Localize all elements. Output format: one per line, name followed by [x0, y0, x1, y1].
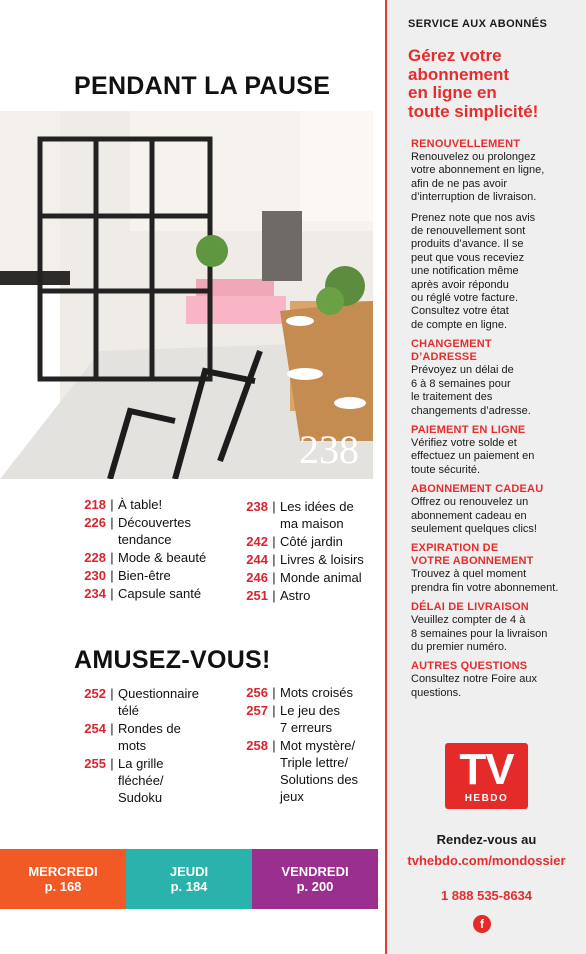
- section-text: Prévoyez un délai de 6 à 8 semaines pour le traitement des changements d’adresse.: [411, 364, 531, 417]
- day-name: MERCREDI: [28, 864, 98, 879]
- toc-row[interactable]: [74, 567, 234, 584]
- separator: |: [272, 570, 276, 585]
- separator: |: [110, 756, 114, 771]
- toc-page-number: 244: [246, 552, 268, 567]
- section-title: EXPIRATION DE VOTRE ABONNEMENT: [411, 542, 534, 568]
- toc-page-number: 251: [246, 588, 268, 603]
- separator: |: [110, 686, 114, 701]
- toc-label: Mode & beauté: [118, 550, 207, 565]
- toc-pause-col1: [74, 496, 234, 603]
- day-vendredi[interactable]: [252, 849, 378, 909]
- service-header: SERVICE AUX ABONNÉS: [408, 18, 548, 30]
- separator: |: [272, 588, 276, 603]
- section-text: Veuillez compter de 4 à 8 semaines pour la livraison du premier numéro.: [411, 614, 548, 653]
- subscriber-service-panel: [385, 0, 586, 954]
- section-renouvellement: [411, 138, 583, 332]
- section-cadeau: [411, 483, 583, 536]
- toc-page-number: 228: [84, 550, 106, 565]
- toc-row[interactable]: [236, 498, 384, 532]
- toc-row[interactable]: [236, 737, 384, 805]
- separator: |: [110, 515, 114, 530]
- section-title: PAIEMENT EN LIGNE: [411, 423, 526, 436]
- section-text: Trouvez à quel moment prendra fin votre abonnement.: [411, 568, 559, 594]
- section-expiration: [411, 542, 583, 595]
- toc-row[interactable]: [74, 685, 234, 719]
- toc-label: Mots croisés: [280, 685, 353, 700]
- day-name: JEUDI: [169, 864, 209, 879]
- toc-label: La grille fléchée/ Sudoku: [118, 756, 164, 805]
- day-page: p. 168: [44, 879, 82, 894]
- toc-label: Rondes de mots: [118, 721, 181, 753]
- separator: |: [110, 721, 114, 736]
- toc-label: Mot mystère/ Triple lettre/ Solutions des jeux: [280, 738, 359, 804]
- service-hero-text: Gérez votre abonnement en ligne en toute simplicité!: [408, 46, 539, 121]
- section-text: Prenez note que nos avis de renouvellement sont produits d’avance. Il se peut que vous receviez une notification même après avoir répondu ou réglé votre facture. Consultez votre état de compte en ligne.: [411, 211, 536, 331]
- toc-row[interactable]: [236, 569, 384, 586]
- toc-row[interactable]: [74, 496, 234, 513]
- separator: |: [272, 534, 276, 549]
- toc-row[interactable]: [236, 587, 384, 604]
- section-title-pause: PENDANT LA PAUSE: [74, 72, 331, 100]
- toc-page-number: 252: [84, 686, 106, 701]
- section-text: Offrez ou renouvelez un abonnement cadeau en seulement quelques clics!: [411, 496, 537, 535]
- toc-label: Les idées de ma maison: [280, 499, 354, 531]
- toc-page-number: 218: [84, 497, 106, 512]
- separator: |: [110, 497, 114, 512]
- day-name: VENDREDI: [281, 864, 349, 879]
- toc-page-number: 230: [84, 568, 106, 583]
- day-jeudi[interactable]: [126, 849, 252, 909]
- toc-page-number: 254: [84, 721, 106, 736]
- toc-row[interactable]: [236, 702, 384, 736]
- toc-label: Bien-être: [118, 568, 171, 583]
- logo-hebdo: HEBDO: [464, 793, 509, 804]
- separator: |: [272, 738, 276, 753]
- day-mercredi[interactable]: [0, 849, 126, 909]
- loft-illustration: [0, 111, 373, 479]
- section-autres-questions: [411, 660, 583, 700]
- section-paiement: [411, 424, 583, 477]
- toc-label: Livres & loisirs: [280, 552, 364, 567]
- toc-row[interactable]: [236, 551, 384, 568]
- separator: |: [272, 552, 276, 567]
- section-title: AUTRES QUESTIONS: [411, 660, 528, 673]
- toc-row[interactable]: [74, 585, 234, 602]
- section-changement-adresse: [411, 338, 583, 418]
- separator: |: [110, 586, 114, 601]
- toc-page-number: 238: [246, 499, 268, 514]
- toc-amusez-col1: [74, 685, 234, 807]
- day-page: p. 184: [170, 879, 208, 894]
- section-title-amusez: AMUSEZ-VOUS!: [74, 646, 271, 674]
- toc-page-number: 256: [246, 685, 268, 700]
- separator: |: [272, 685, 276, 700]
- logo-tv: TV: [459, 745, 514, 794]
- website-link[interactable]: tvhebdo.com/mondossier: [407, 853, 566, 868]
- rendezvous-text: Rendez-vous au: [436, 832, 537, 847]
- toc-label: Astro: [280, 588, 311, 603]
- toc-page-number: 242: [246, 534, 268, 549]
- toc-amusez-col2: [236, 684, 384, 806]
- toc-label: À table!: [118, 497, 163, 512]
- weekday-bar: [0, 849, 378, 909]
- toc-page-number: 258: [246, 738, 268, 753]
- toc-label: Capsule santé: [118, 586, 202, 601]
- section-text: Vérifiez votre solde et effectuez un paiement en toute sécurité.: [411, 436, 535, 476]
- toc-page-number: 257: [246, 703, 268, 718]
- toc-row[interactable]: [74, 514, 234, 548]
- toc-row[interactable]: [236, 533, 384, 550]
- section-title: RENOUVELLEMENT: [411, 138, 521, 150]
- service-sections: [411, 138, 583, 706]
- toc-page-number: 226: [84, 515, 106, 530]
- toc-row[interactable]: [74, 720, 234, 754]
- section-text: Consultez notre Foire aux questions.: [411, 673, 537, 699]
- toc-page-number: 246: [246, 570, 268, 585]
- toc-label: Découvertes tendance: [118, 515, 191, 547]
- section-title: DÉLAI DE LIVRAISON: [411, 601, 529, 614]
- toc-page-number: 234: [84, 586, 106, 601]
- interior-photo: [0, 111, 373, 479]
- section-text: Renouvelez ou prolongez votre abonnement en ligne, afin de ne pas avoir d’interruption de livraison.: [411, 151, 545, 204]
- section-title: CHANGEMENT D’ADRESSE: [411, 338, 492, 364]
- separator: |: [272, 499, 276, 514]
- toc-row[interactable]: [74, 549, 234, 566]
- section-delai-livraison: [411, 601, 583, 654]
- toc-label: Le jeu des 7 erreurs: [280, 703, 340, 735]
- toc-label: Monde animal: [280, 570, 362, 585]
- phone-number[interactable]: 1 888 535-8634: [440, 888, 533, 903]
- toc-row[interactable]: [236, 684, 384, 701]
- separator: |: [110, 550, 114, 565]
- day-page: p. 200: [296, 879, 334, 894]
- page-number-238: 238: [299, 427, 359, 472]
- tv-hebdo-logo: [445, 743, 528, 809]
- separator: |: [272, 703, 276, 718]
- toc-page-number: 255: [84, 756, 106, 771]
- separator: |: [110, 568, 114, 583]
- toc-label: Côté jardin: [280, 534, 343, 549]
- toc-label: Questionnaire télé: [118, 686, 199, 718]
- facebook-icon[interactable]: f: [473, 915, 491, 933]
- toc-row[interactable]: [74, 755, 234, 806]
- section-title: ABONNEMENT CADEAU: [411, 483, 544, 496]
- toc-pause-col2: [236, 498, 384, 605]
